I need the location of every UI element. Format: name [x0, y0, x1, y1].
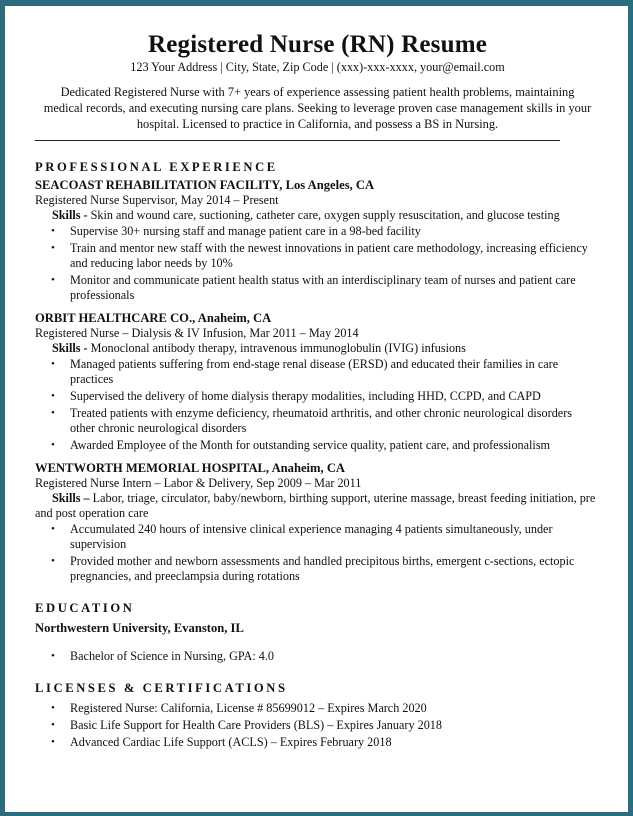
- job-entry: [35, 460, 600, 584]
- skills-text: Labor, triage, circulator, baby/newborn, birthing support, uterine massage, breast feeding initiation, pre and post operation care: [35, 491, 596, 520]
- bullet-icon: •: [51, 225, 55, 237]
- employer-name: SEACOAST REHABILITATION FACILITY,: [35, 178, 283, 192]
- resume-title: Registered Nurse (RN) Resume: [147, 31, 488, 58]
- bullet-icon: •: [51, 242, 55, 254]
- job-role: Registered Nurse Intern – Labor & Delivery, Sep 2009 – Mar 2011: [35, 476, 362, 490]
- list-item: • Monitor and communicate patient health status with an interdisciplinary team of nurses and patient care professionals: [51, 273, 576, 302]
- job-employer: [35, 460, 600, 476]
- list-item: • Managed patients suffering from end-stage renal disease (ERSD) and educated their families in care practices: [51, 357, 559, 386]
- divider: [35, 140, 560, 141]
- employer-location: Anaheim, CA: [197, 311, 272, 325]
- employer-name: WENTWORTH MEMORIAL HOSPITAL,: [35, 461, 270, 475]
- list-item: • Supervised the delivery of home dialysis therapy modalities, including HHD, CCPD, and CAPD: [51, 389, 541, 403]
- license-bullets: [35, 701, 600, 750]
- bullet-icon: •: [51, 274, 55, 286]
- bullet-icon: •: [51, 439, 55, 451]
- job-skills: [35, 341, 600, 356]
- bullet-icon: •: [51, 719, 55, 731]
- bullet-icon: •: [51, 702, 55, 714]
- summary-paragraph: Dedicated Registered Nurse with 7+ years of experience assessing patient health problems, maintaining medical records, and executing nursing care plans. Seeking to leverage proven case management skills in your hospital. Licensed to practice in California, and possess a BS in Nursing.: [43, 85, 592, 131]
- list-item: • Bachelor of Science in Nursing, GPA: 4.0: [51, 649, 274, 663]
- job-employer: [35, 177, 600, 193]
- job-skills: [35, 491, 600, 521]
- bullet-icon: •: [51, 358, 55, 370]
- list-item: • Advanced Cardiac Life Support (ACLS) – Expires February 2018: [51, 735, 392, 749]
- bullet-icon: •: [51, 390, 55, 402]
- job-entry: [35, 310, 600, 453]
- skills-text: Monoclonal antibody therapy, intravenous immunoglobulin (IVIG) infusions: [90, 341, 466, 355]
- job-role: Registered Nurse Supervisor, May 2014 – Present: [35, 193, 279, 207]
- list-item: • Awarded Employee of the Month for outstanding service quality, patient care, and professionalism: [51, 438, 551, 452]
- resume-content: [35, 31, 600, 752]
- list-item: • Train and mentor new staff with the newest innovations in patient care methodology, increasing efficiency and reducing labor needs by 10%: [51, 241, 588, 270]
- employer-name: ORBIT HEALTHCARE CO.,: [35, 311, 196, 325]
- job-entry: [35, 177, 600, 303]
- list-item: • Accumulated 240 hours of intensive clinical experience managing 4 patients simultaneously, under supervision: [51, 522, 553, 551]
- employer-location: Anaheim, CA: [271, 461, 346, 475]
- education-bullets: [35, 649, 600, 664]
- bullet-icon: •: [51, 736, 55, 748]
- bullet-icon: •: [51, 650, 55, 662]
- list-item: • Supervise 30+ nursing staff and manage patient care in a 98-bed facility: [51, 224, 421, 238]
- resume-page: [5, 6, 628, 812]
- skills-label: Skills -: [52, 341, 88, 355]
- section-title-licenses: LICENSES & CERTIFICATIONS: [35, 681, 288, 695]
- list-item: • Basic Life Support for Health Care Providers (BLS) – Expires January 2018: [51, 718, 442, 732]
- skills-label: Skills -: [52, 208, 88, 222]
- list-item: • Provided mother and newborn assessments and handled precipitous births, emergent c-sections, ectopic pregnancies, and preeclampsia during rotations: [51, 554, 575, 583]
- job-bullets: [35, 357, 600, 453]
- job-role: Registered Nurse – Dialysis & IV Infusion, Mar 2011 – May 2014: [35, 326, 359, 340]
- job-bullets: [35, 522, 600, 584]
- bullet-icon: •: [51, 555, 55, 567]
- bullet-icon: •: [51, 407, 55, 419]
- section-title-experience: PROFESSIONAL EXPERIENCE: [35, 160, 278, 174]
- bullet-icon: •: [51, 523, 55, 535]
- skills-text: Skin and wound care, suctioning, catheter care, oxygen supply resuscitation, and glucose testing: [90, 208, 560, 222]
- job-skills: [35, 208, 600, 223]
- list-item: • Registered Nurse: California, License # 85699012 – Expires March 2020: [51, 701, 427, 715]
- skills-label: Skills –: [52, 491, 90, 505]
- job-bullets: [35, 224, 600, 303]
- list-item: • Treated patients with enzyme deficiency, rheumatoid arthritis, and other chronic neurological disorders other chronic neurological disorders: [51, 406, 573, 435]
- contact-line: 123 Your Address | City, State, Zip Code | (xxx)-xxx-xxxx, your@email.com: [130, 60, 505, 74]
- employer-location: Los Angeles, CA: [285, 178, 375, 192]
- section-title-education: EDUCATION: [35, 601, 135, 615]
- education-school: Northwestern University, Evanston, IL: [35, 621, 244, 635]
- job-employer: [35, 310, 600, 326]
